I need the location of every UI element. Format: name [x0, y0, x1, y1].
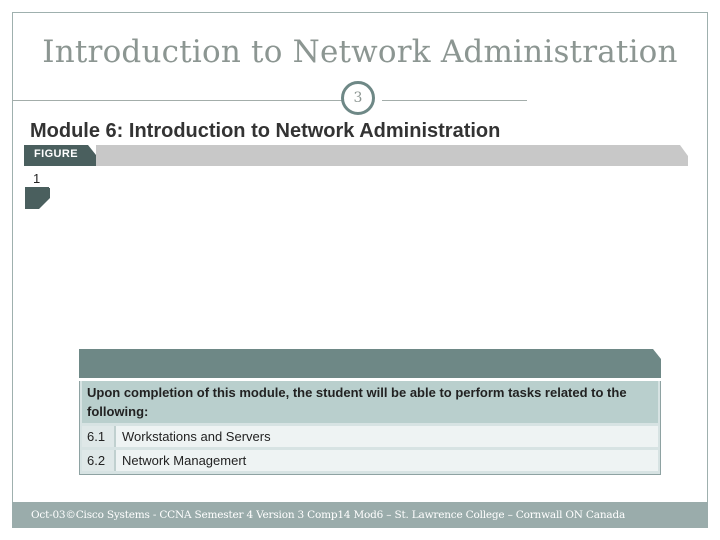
objectives-panel — [77, 349, 662, 475]
page-number: 3 — [341, 81, 375, 115]
objective-text: Network Managemert — [116, 450, 658, 471]
objective-row — [82, 450, 658, 471]
figure-number: 1 — [33, 171, 41, 186]
figure-bar-gray — [96, 145, 688, 166]
module-heading: Module 6: Introduction to Network Administration — [30, 120, 501, 142]
title-rule-left — [12, 100, 342, 101]
objective-number: 6.1 — [82, 426, 116, 447]
objective-text: Workstations and Servers — [116, 426, 658, 447]
slide-title: Introduction to Network Administration — [42, 34, 678, 70]
figure-label: FIGURE — [34, 148, 78, 160]
objective-number: 6.2 — [82, 450, 116, 471]
objectives-intro: Upon completion of this module, the student will be able to perform tasks related to the following: — [82, 381, 658, 423]
objectives-header — [77, 349, 662, 378]
figure-bar — [24, 141, 689, 166]
objectives-body — [79, 381, 661, 475]
objective-row — [82, 426, 658, 447]
footer-text: Oct-03©Cisco Systems - CCNA Semester 4 Version 3 Comp14 Mod6 – St. Lawrence College – Cornwall ON Canada — [31, 509, 626, 521]
title-rule-right — [382, 100, 527, 101]
figure-number-tab — [25, 188, 51, 210]
